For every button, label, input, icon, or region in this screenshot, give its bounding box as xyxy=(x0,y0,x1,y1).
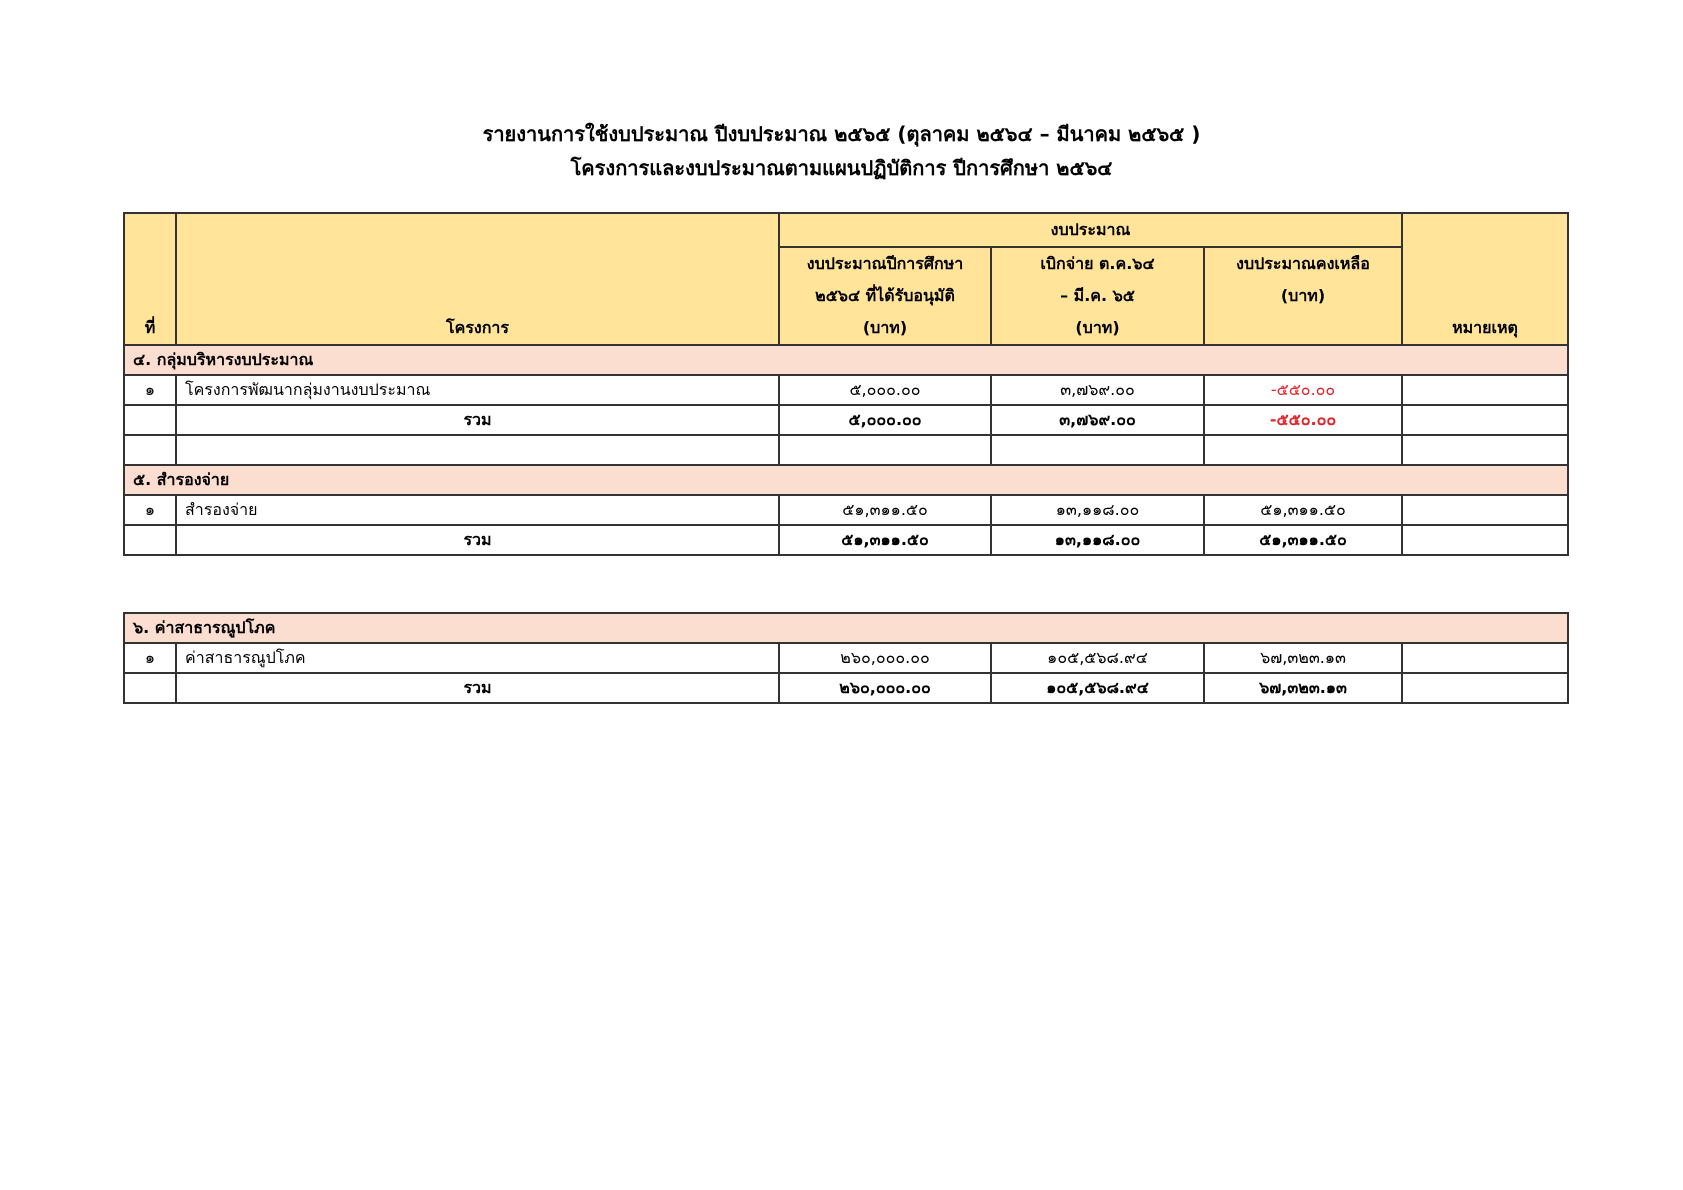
table-row xyxy=(124,375,1568,405)
empty-cell xyxy=(124,435,176,465)
row-no: ๑ xyxy=(124,375,176,405)
row-project-name: ค่าสาธารณูปโภค xyxy=(176,643,779,673)
total-approved: ๒๖๐,๐๐๐.๐๐ xyxy=(779,673,991,703)
row-remark xyxy=(1402,643,1568,673)
header-disbursed-line2: – มี.ค. ๖๕ xyxy=(991,280,1204,312)
row-no: ๑ xyxy=(124,643,176,673)
row-remaining: ๕๑,๓๑๑.๕๐ xyxy=(1204,495,1402,525)
utilities-table xyxy=(123,612,1569,704)
total-remaining: ๖๗,๓๒๓.๑๓ xyxy=(1204,673,1402,703)
total-no xyxy=(124,405,176,435)
section-heading: ๔. กลุ่มบริหารงบประมาณ xyxy=(124,345,1568,375)
row-disbursed: ๑๐๕,๕๖๘.๙๔ xyxy=(991,643,1204,673)
row-remark xyxy=(1402,495,1568,525)
table-row xyxy=(124,495,1568,525)
header-remaining-line2: (บาท) xyxy=(1204,280,1402,312)
section-heading-row xyxy=(124,613,1568,643)
total-row xyxy=(124,405,1568,435)
section-heading-row xyxy=(124,465,1568,495)
total-disbursed: ๑๐๕,๕๖๘.๙๔ xyxy=(991,673,1204,703)
header-budget-group: งบประมาณ xyxy=(779,213,1402,247)
empty-cell xyxy=(779,435,991,465)
empty-cell xyxy=(991,435,1204,465)
row-no: ๑ xyxy=(124,495,176,525)
header-remark: หมายเหตุ xyxy=(1402,213,1568,345)
row-project-name: สำรองจ่าย xyxy=(176,495,779,525)
header-row-1 xyxy=(124,213,1568,247)
section-heading-row xyxy=(124,345,1568,375)
total-row xyxy=(124,673,1568,703)
header-approved-line3: (บาท) xyxy=(779,312,991,345)
section-heading: ๖. ค่าสาธารณูปโภค xyxy=(124,613,1568,643)
header-disbursed-line1: เบิกจ่าย ต.ค.๖๔ xyxy=(991,247,1204,280)
row-disbursed: ๑๓,๑๑๘.๐๐ xyxy=(991,495,1204,525)
row-approved: ๒๖๐,๐๐๐.๐๐ xyxy=(779,643,991,673)
row-remaining: -๕๕๐.๐๐ xyxy=(1204,375,1402,405)
total-remark xyxy=(1402,525,1568,555)
empty-cell xyxy=(1402,435,1568,465)
empty-cell xyxy=(1204,435,1402,465)
row-approved: ๕,๐๐๐.๐๐ xyxy=(779,375,991,405)
total-no xyxy=(124,673,176,703)
section-heading: ๕. สำรองจ่าย xyxy=(124,465,1568,495)
total-label: รวม xyxy=(176,525,779,555)
header-project: โครงการ xyxy=(176,213,779,345)
empty-cell xyxy=(176,435,779,465)
header-no: ที่ xyxy=(124,213,176,345)
report-title: รายงานการใช้งบประมาณ ปีงบประมาณ ๒๕๖๕ (ตุลาคม ๒๕๖๔ – มีนาคม ๒๕๖๕ ) xyxy=(482,122,1201,146)
header-remaining-line1: งบประมาณคงเหลือ xyxy=(1204,247,1402,280)
header-remaining-line3 xyxy=(1204,312,1402,345)
row-approved: ๕๑,๓๑๑.๕๐ xyxy=(779,495,991,525)
total-remark xyxy=(1402,673,1568,703)
total-row xyxy=(124,525,1568,555)
header-approved-line1: งบประมาณปีการศึกษา xyxy=(779,247,991,280)
header-disbursed-line3: (บาท) xyxy=(991,312,1204,345)
total-no xyxy=(124,525,176,555)
budget-table xyxy=(123,212,1569,556)
total-label: รวม xyxy=(176,673,779,703)
row-remark xyxy=(1402,375,1568,405)
empty-row xyxy=(124,435,1568,465)
total-remaining: ๕๑,๓๑๑.๕๐ xyxy=(1204,525,1402,555)
total-disbursed: ๓,๗๖๙.๐๐ xyxy=(991,405,1204,435)
row-project-name: โครงการพัฒนากลุ่มงานงบประมาณ xyxy=(176,375,779,405)
table-row xyxy=(124,643,1568,673)
row-disbursed: ๓,๗๖๙.๐๐ xyxy=(991,375,1204,405)
header-approved-line2: ๒๕๖๔ ที่ได้รับอนุมัติ xyxy=(779,280,991,312)
total-disbursed: ๑๓,๑๑๘.๐๐ xyxy=(991,525,1204,555)
total-label: รวม xyxy=(176,405,779,435)
total-approved: ๕๑,๓๑๑.๕๐ xyxy=(779,525,991,555)
report-subtitle: โครงการและงบประมาณตามแผนปฏิบัติการ ปีการศึกษา ๒๕๖๔ xyxy=(570,156,1113,180)
row-remaining: ๖๗,๓๒๓.๑๓ xyxy=(1204,643,1402,673)
total-remaining: -๕๕๐.๐๐ xyxy=(1204,405,1402,435)
total-approved: ๕,๐๐๐.๐๐ xyxy=(779,405,991,435)
total-remark xyxy=(1402,405,1568,435)
